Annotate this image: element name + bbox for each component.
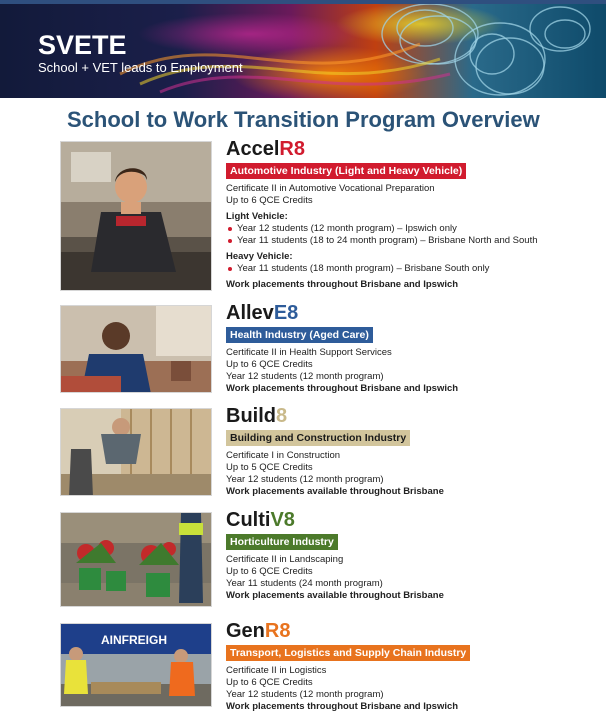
- list-item: Year 11 students (18 month program) – Brisbane South only: [226, 263, 606, 275]
- qce-credits: Up to 6 QCE Credits: [226, 566, 313, 577]
- list-item: Year 12 students (12 month program) – Ipswich only: [226, 223, 606, 235]
- qce-credits: Up to 6 QCE Credits: [226, 359, 313, 370]
- industry-label: Health Industry (Aged Care): [226, 327, 373, 343]
- light-vehicle-heading: Light Vehicle:: [226, 211, 288, 222]
- program-name: Build8: [226, 405, 288, 427]
- work-placements: Work placements available throughout Brisbane: [226, 590, 444, 601]
- work-placements: Work placements throughout Brisbane and Ipswich: [226, 383, 459, 394]
- program-name: CultiV8: [226, 509, 295, 531]
- brand-logo: SVETE: [38, 30, 127, 60]
- qce-credits: Up to 6 QCE Credits: [226, 195, 313, 206]
- work-placements: Work placements throughout Brisbane and Ipswich: [226, 279, 459, 290]
- certificate: Certificate II in Health Support Services: [226, 347, 392, 358]
- heavy-vehicle-heading: Heavy Vehicle:: [226, 251, 293, 262]
- list-item: Year 11 students (18 to 24 month program) – Brisbane North and South: [226, 235, 606, 247]
- student-year: Year 12 students (12 month program): [226, 474, 384, 485]
- student-year: Year 12 students (12 month program): [226, 371, 384, 382]
- program-info: [226, 404, 606, 498]
- page-title: School to Work Transition Program Overview: [67, 107, 540, 132]
- qce-credits: Up to 5 QCE Credits: [226, 462, 313, 473]
- program-photo: [60, 623, 212, 707]
- student-year: Year 12 students (12 month program): [226, 689, 384, 700]
- qce-credits: Up to 6 QCE Credits: [226, 677, 313, 688]
- industry-label: Automotive Industry (Light and Heavy Vehicle): [226, 163, 466, 179]
- certificate: Certificate II in Landscaping: [226, 554, 344, 565]
- header-banner: [0, 4, 606, 98]
- work-placements: Work placements throughout Brisbane and Ipswich: [226, 701, 459, 712]
- brand-tagline: School + VET leads to Employment: [38, 60, 243, 75]
- program-photo: [60, 141, 212, 291]
- truck-lettering: AINFREIGH: [101, 633, 167, 647]
- certificate: Certificate II in Automotive Vocational Preparation: [226, 183, 435, 194]
- program-info: [226, 137, 606, 291]
- industry-label: Transport, Logistics and Supply Chain Industry: [226, 645, 470, 661]
- industry-label: Building and Construction Industry: [226, 430, 410, 446]
- program-name: AllevE8: [226, 302, 299, 324]
- certificate: Certificate I in Construction: [226, 450, 341, 461]
- program-name: GenR8: [226, 620, 291, 642]
- student-year: Year 11 students (24 month program): [226, 578, 383, 589]
- program-name: AccelR8: [226, 138, 305, 160]
- program-info: [226, 508, 606, 602]
- work-placements: Work placements available throughout Brisbane: [226, 486, 444, 497]
- program-photo: [60, 408, 212, 496]
- program-photo: [60, 512, 212, 607]
- industry-label: Horticulture Industry: [226, 534, 338, 550]
- program-info: [226, 619, 606, 713]
- program-info: [226, 301, 606, 395]
- certificate: Certificate II in Logistics: [226, 665, 327, 676]
- program-photo: [60, 305, 212, 393]
